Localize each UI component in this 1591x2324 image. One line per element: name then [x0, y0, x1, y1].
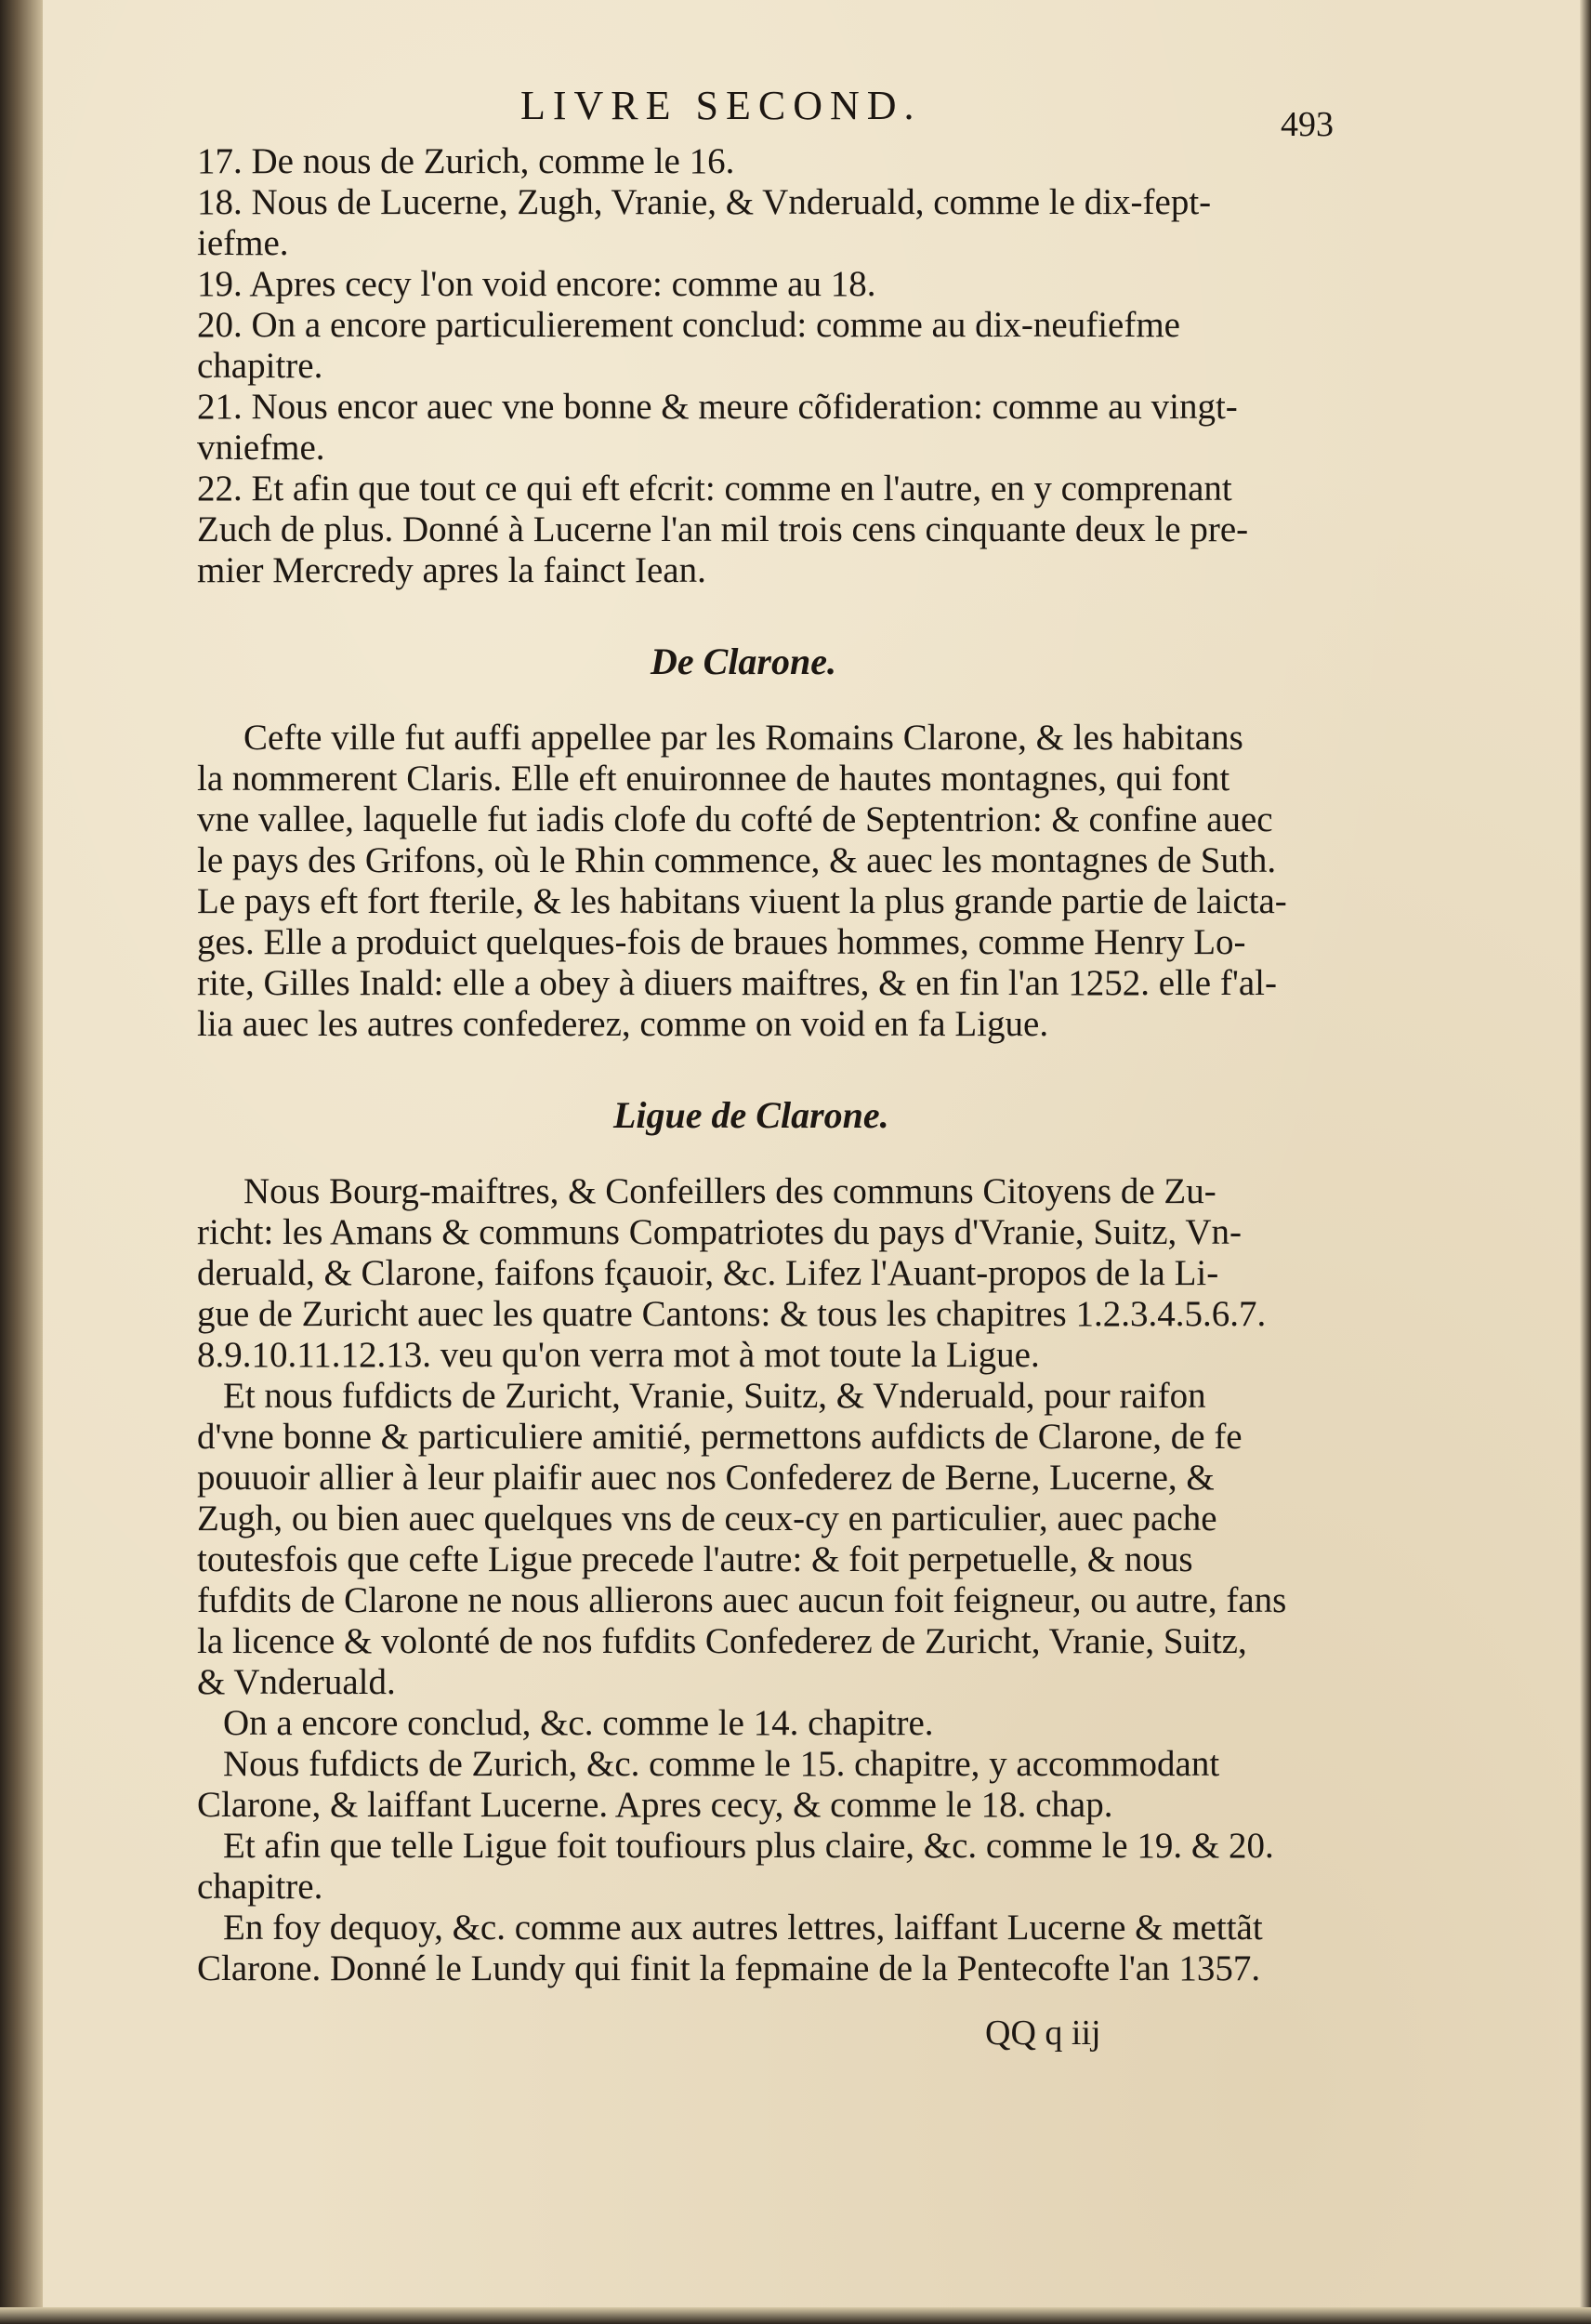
paragraph-line: toutesfois que cefte Ligue precede l'autre: & foit perpetuelle, & nous — [197, 1539, 1193, 1579]
paragraph-line: En foy dequoy, &c. comme aux autres lettres, laiffant Lucerne & mettãt — [223, 1908, 1263, 1948]
paragraph-line: richt: les Amans & communs Compatriotes du pays d'Vranie, Suitz, Vn- — [197, 1212, 1242, 1252]
paragraph-line: d'vne bonne & particuliere amitié, permettons aufdicts de Clarone, de fe — [197, 1417, 1243, 1457]
paragraph-line: Et afin que telle Ligue foit toufiours plus claire, &c. comme le 19. & 20. — [223, 1826, 1274, 1866]
article-line: 20. On a encore particulierement conclud: comme au dix-neufiefme — [197, 305, 1180, 345]
paragraph-line: le pays des Grifons, où le Rhin commence, & auec les montagnes de Suth. — [197, 840, 1277, 880]
article-line: 21. Nous encor auec vne bonne & meure cõfideration: comme au vingt- — [197, 387, 1238, 427]
page-edge-right — [1580, 0, 1591, 2324]
paragraph-line: fufdits de Clarone ne nous allierons auec aucun foit feigneur, ou autre, fans — [197, 1580, 1287, 1620]
paragraph-line: pouuoir allier à leur plaifir auec nos Confederez de Berne, Lucerne, & — [197, 1458, 1215, 1498]
signature-mark: QQ q iij — [985, 2014, 1101, 2053]
running-title: LIVRE SECOND. — [520, 83, 922, 128]
paragraph-line: 8.9.10.11.12.13. veu qu'on verra mot à mot toute la Ligue. — [197, 1335, 1040, 1375]
paragraph-line: Clarone, & laiffant Lucerne. Apres cecy, & comme le 18. chap. — [197, 1785, 1113, 1825]
paragraph-line: vne vallee, laquelle fut iadis clofe du cofté de Septentrion: & confine auec — [197, 799, 1273, 839]
paragraph-line: Clarone. Donné le Lundy qui finit la fepmaine de la Pentecofte l'an 1357. — [197, 1948, 1261, 1988]
article-line: chapitre. — [197, 346, 323, 386]
section-title-clarone: De Clarone. — [651, 640, 836, 682]
paragraph-line: Nous fufdicts de Zurich, &c. comme le 15. chapitre, y accommodant — [223, 1744, 1220, 1784]
paragraph-line: chapitre. — [197, 1867, 323, 1907]
paragraph-line: deruald, & Clarone, faifons fçauoir, &c. Lifez l'Auant-propos de la Li- — [197, 1253, 1219, 1293]
binding-gutter — [0, 0, 43, 2324]
article-line: 22. Et afin que tout ce qui eft efcrit: comme en l'autre, en y comprenant — [197, 469, 1232, 508]
paragraph-line: la licence & volonté de nos fufdits Confederez de Zuricht, Vranie, Suitz, — [197, 1621, 1247, 1661]
article-line: iefme. — [197, 223, 289, 263]
paragraph-line: Cefte ville fut auffi appellee par les Romains Clarone, & les habitans — [243, 718, 1243, 758]
paragraph-line: Nous Bourg-maiftres, & Confeillers des communs Citoyens de Zu- — [243, 1171, 1216, 1211]
article-line: 18. Nous de Lucerne, Zugh, Vranie, & Vnderuald, comme le dix-fept- — [197, 182, 1212, 222]
paragraph-line: la nommerent Claris. Elle eft enuironnee de hautes montagnes, qui font — [197, 759, 1230, 799]
section-title-ligue-clarone: Ligue de Clarone. — [613, 1094, 889, 1136]
page-edge-bottom — [0, 2307, 1591, 2324]
paragraph-line: Zugh, ou bien auec quelques vns de ceux-cy en particulier, auec pache — [197, 1499, 1217, 1538]
article-line: mier Mercredy apres la fainct Iean. — [197, 550, 706, 590]
page-number: 493 — [1281, 105, 1334, 144]
paragraph-line: lia auec les autres confederez, comme on void en fa Ligue. — [197, 1004, 1049, 1044]
paragraph-line: rite, Gilles Inald: elle a obey à diuers maiftres, & en fin l'an 1252. elle f'al- — [197, 963, 1277, 1003]
paragraph-line: ges. Elle a produict quelques-fois de braues hommes, comme Henry Lo- — [197, 922, 1246, 962]
paragraph-line: On a encore conclud, &c. comme le 14. chapitre. — [223, 1703, 934, 1743]
paragraph-line: Et nous fufdicts de Zuricht, Vranie, Suitz, & Vnderuald, pour raifon — [223, 1376, 1206, 1416]
article-line: vniefme. — [197, 428, 325, 468]
paragraph-line: gue de Zuricht auec les quatre Cantons: & tous les chapitres 1.2.3.4.5.6.7. — [197, 1294, 1267, 1334]
article-line: 17. De nous de Zurich, comme le 16. — [197, 141, 735, 181]
paragraph-line: & Vnderuald. — [197, 1662, 396, 1702]
article-line: Zuch de plus. Donné à Lucerne l'an mil trois cens cinquante deux le pre- — [197, 509, 1249, 549]
paragraph-line: Le pays eft fort fterile, & les habitans viuent la plus grande partie de laictа- — [197, 881, 1287, 921]
article-line: 19. Apres cecy l'on void encore: comme au 18. — [197, 264, 876, 304]
